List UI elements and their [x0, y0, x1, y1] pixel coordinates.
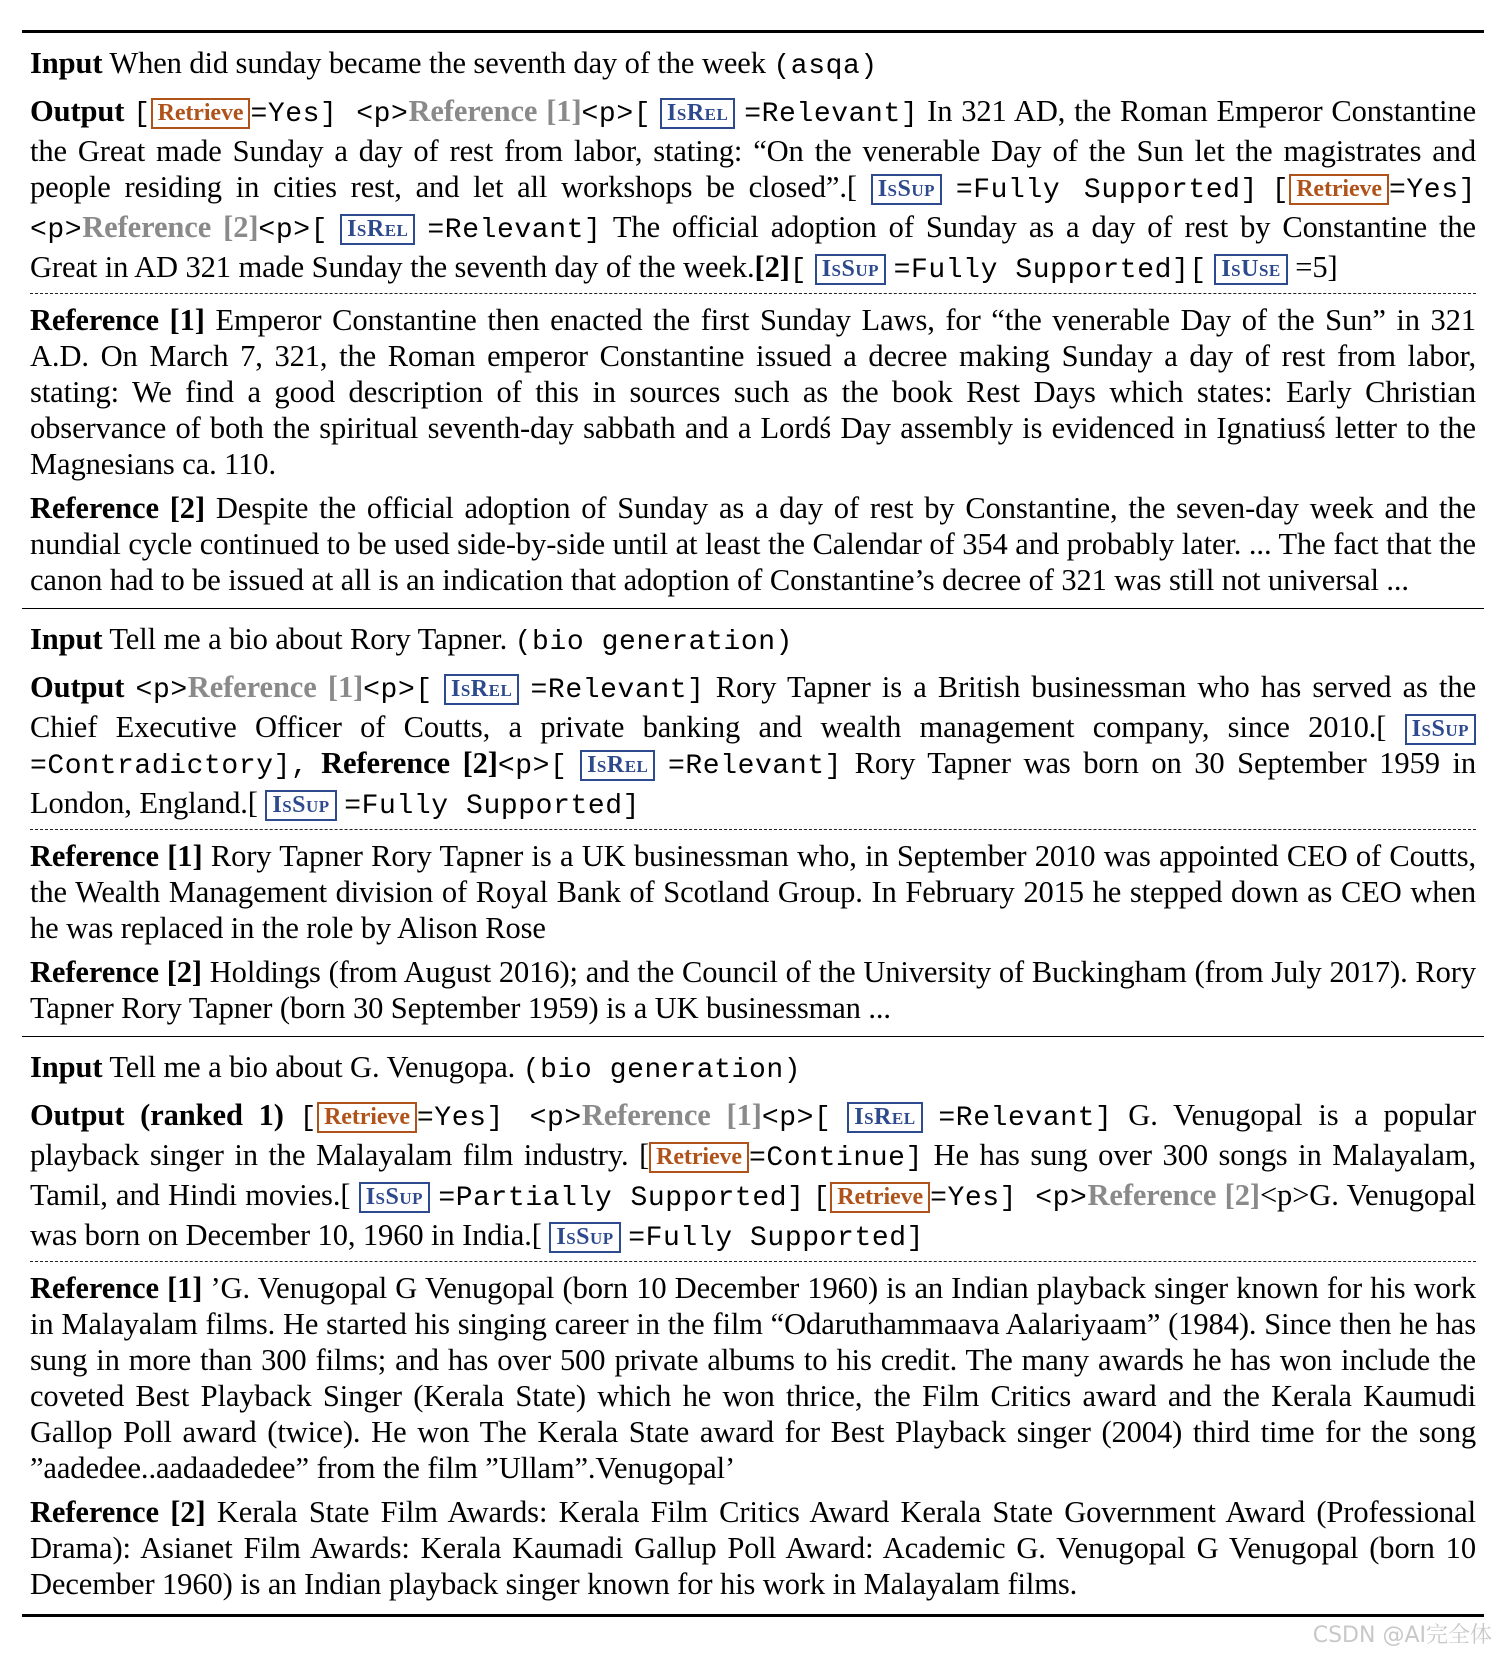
example-1 [22, 33, 1484, 598]
example-3-reference-2: Reference [2] Kerala State Film Awards: Kerala Film Critics Award Kerala State Government Award (Professional Drama): Asianet Film Awards: Kerala Kaumadi Gallup Poll Award: Academic G. Venugopal G Venugopal (born 10 December 1960) is an Indian playback singer known for his work in Malayalam films. [30, 1495, 1476, 1601]
isrel-token: IsRel [660, 98, 735, 129]
isrel-token: IsRel [444, 674, 519, 705]
issup-token: IsSup [265, 790, 336, 821]
issup-token: IsSup [1405, 714, 1476, 745]
example-2-output: Output <p>Reference [1]<p>[ IsRel =Relevant] Rory Tapner is a British businessman who has served as the Chief Executive Officer of Coutts, a private banking and wealth management company, since 2010.[ IsSup =Contradictory], Reference [2]<p>[ IsRel =Relevant] Rory Tapner was born on 30 September 1959 in London, England.[ IsSup =Fully Supported] [30, 670, 1477, 822]
bottom-rule [22, 1614, 1484, 1617]
issup-token: IsSup [871, 174, 942, 205]
example-1-output: Output [ Retrieve =Yes] <p>Reference [1]<p>[ IsRel =Relevant] In 321 AD, the Roman Emperor Constantine the Great made Sunday a day of rest from labor, stating: “On the venerable Day of the Sun let the magistrates and people residing in cities rest, and let all workshops be closed”.[ IsSup =Fully Supported] [ Retrieve =Yes] <p>Reference [2]<p>[ IsRel =Relevant] The official adoption of Sunday as a day of rest by Constantine the Great in AD 321 made Sunday the seventh day of the week.[2][ IsSup =Fully Supported][ IsUse =5] [30, 94, 1477, 286]
issup-token: IsSup [359, 1182, 430, 1213]
examples-table [22, 30, 1484, 1617]
retrieve-token: Retrieve [649, 1142, 749, 1173]
example-3-input: Input Tell me a bio about G. Venugopa. (bio generation) [30, 1050, 802, 1086]
example-3 [22, 1037, 1484, 1602]
retrieve-token: Retrieve [151, 98, 251, 129]
watermark: CSDN @AI完全体 [1312, 1623, 1492, 1648]
issup-token: IsSup [549, 1222, 620, 1253]
example-1-reference-1: Reference [1] Emperor Constantine then enacted the first Sunday Laws, for “the venerable Day of the Sun” in 321 A.D. On March 7, 321, the Roman emperor Constantine issued a decree making Sunday a day of rest from labor, stating: We find a good description of this in sources such as the book Rest Days which states: Early Christian observance of both the spiritual seventh-day sabbath and a Lordś Day assembly is evidenced in Ignatiusś letter to the Magnesians ca. 110. [30, 303, 1476, 481]
example-2-input: Input Tell me a bio about Rory Tapner. (bio generation) [30, 622, 794, 658]
isuse-token: IsUse [1214, 254, 1287, 285]
isrel-token: IsRel [580, 750, 655, 781]
issup-token: IsSup [815, 254, 886, 285]
retrieve-token: Retrieve [1289, 174, 1389, 205]
example-2 [22, 609, 1484, 1026]
example-2-reference-2: Reference [2] Holdings (from August 2016); and the Council of the University of Buckingham (from July 2017). Rory Tapner Rory Tapner (born 30 September 1959) is a UK businessman ... [30, 955, 1476, 1025]
retrieve-token: Retrieve [317, 1102, 417, 1133]
example-3-reference-1: Reference [1] ’G. Venugopal G Venugopal (born 10 December 1960) is an Indian playback singer known for his work in Malayalam films. He started his singing career in the film “Odaruthammaava Aalariyaam” (1984). Since then he has sung in more than 300 films; and has over 500 private albums to his credit. The many awards he has won include the coveted Best Playback Singer (Kerala State) which he won thrice, the Film Critics award and the Kerala Kaumudi Gallop Poll award (twice). He won The Kerala State award for Best Playback singer (2004) third time for the song ”aadedee..aadaadedee” from the film ”Ullam”.Venugopal’ [30, 1271, 1476, 1485]
example-2-reference-1: Reference [1] Rory Tapner Rory Tapner is a UK businessman who, in September 2010 was appointed CEO of Coutts, the Wealth Management division of Royal Bank of Scotland Group. In February 2015 he stepped down as CEO when he was replaced in the role by Alison Rose [30, 839, 1476, 945]
retrieve-token: Retrieve [830, 1182, 930, 1213]
example-1-input: Input When did sunday became the seventh day of the week (asqa) [30, 46, 878, 82]
isrel-token: IsRel [340, 214, 415, 245]
example-3-output: Output (ranked 1) [ Retrieve =Yes] <p>Reference [1]<p>[ IsRel =Relevant] G. Venugopal is a popular playback singer in the Malayalam film industry. [ Retrieve =Continue] He has sung over 300 songs in Malayalam, Tamil, and Hindi movies.[ IsSup =Partially Supported] [ Retrieve =Yes] <p>Reference [2]<p>G. Venugopal was born on December 10, 1960 in India.[ IsSup =Fully Supported] [30, 1098, 1477, 1254]
isrel-token: IsRel [847, 1102, 922, 1133]
example-1-reference-2: Reference [2] Despite the official adoption of Sunday as a day of rest by Constantine, the seven-day week and the nundial cycle continued to be used side-by-side until at least the Calendar of 354 and probably later. ... The fact that the canon had to be issued at all is an indication that adoption of Constantine’s decree of 321 was still not universal ... [30, 491, 1476, 597]
